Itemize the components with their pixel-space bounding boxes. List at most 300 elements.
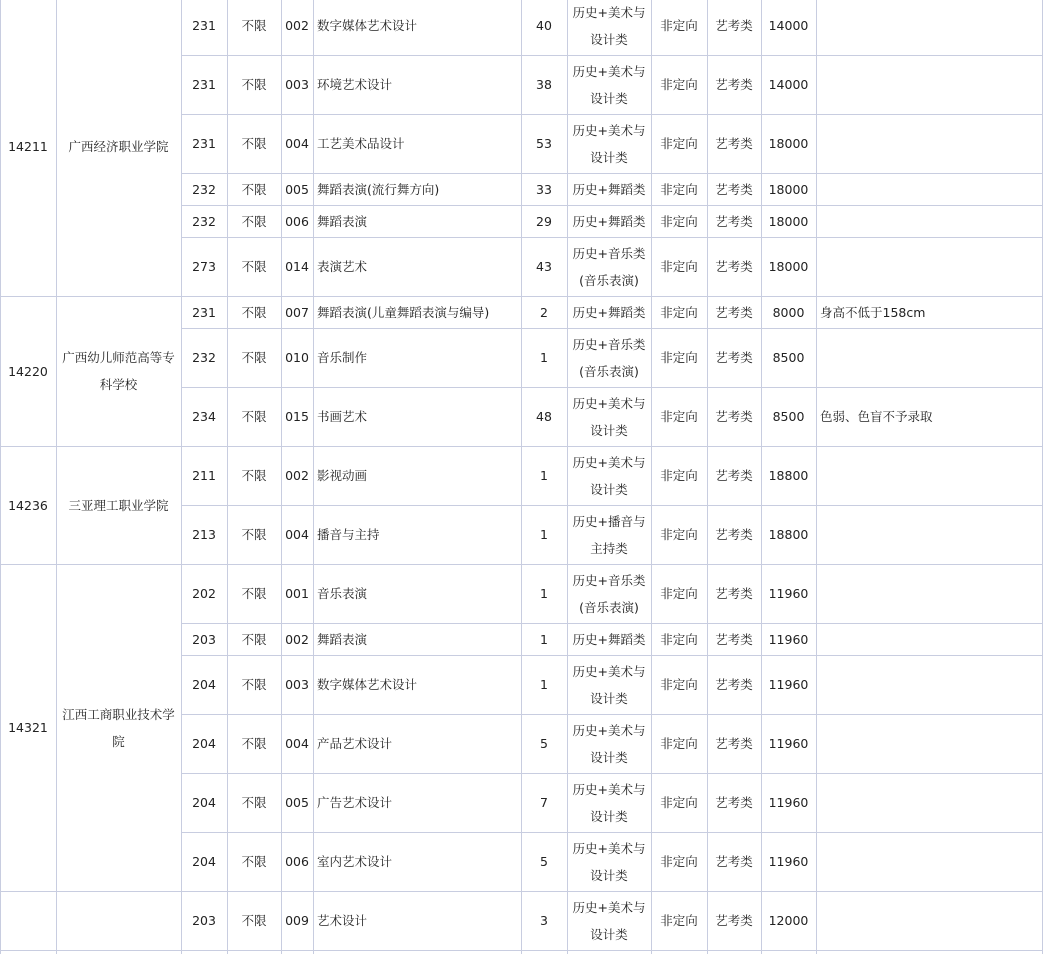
category-text: 艺考类 <box>715 795 753 810</box>
plan-count-text: 1 <box>540 677 548 692</box>
subject-cell <box>567 55 651 114</box>
tuition-text: 14000 <box>768 18 809 33</box>
row-divider <box>181 387 1043 388</box>
limit-cell <box>227 55 281 114</box>
major-code-cell <box>281 564 313 623</box>
enroll-code-text: 203 <box>192 913 216 928</box>
orientation-text: 非定向 <box>660 854 698 869</box>
major-name-cell <box>313 655 521 714</box>
major-name-text: 艺术设计 <box>317 913 368 928</box>
subject-cell <box>567 655 651 714</box>
major-name-cell <box>313 205 521 237</box>
major-name-cell <box>313 446 521 505</box>
subject-cell <box>567 446 651 505</box>
note-cell <box>816 173 1043 205</box>
school-code-text: 14236 <box>8 497 48 513</box>
subject-cell <box>567 505 651 564</box>
category-cell <box>707 55 761 114</box>
major-code-text: 002 <box>285 18 309 33</box>
subject-cell <box>567 387 651 446</box>
limit-text: 不限 <box>241 77 267 92</box>
category-text: 艺考类 <box>715 77 753 92</box>
subject-text: 历史+音乐类(音乐表演) <box>572 572 646 615</box>
plan-count-cell <box>521 773 567 832</box>
subject-text: 历史+美术与设计类 <box>572 454 646 497</box>
tuition-text: 18000 <box>768 136 809 151</box>
major-code-cell <box>281 55 313 114</box>
school-code-text: 14220 <box>8 363 48 379</box>
row-divider <box>181 505 1043 506</box>
plan-count-text: 1 <box>540 350 548 365</box>
row-divider <box>181 714 1043 715</box>
limit-cell <box>227 387 281 446</box>
major-name-cell <box>313 714 521 773</box>
column-divider <box>761 0 762 954</box>
category-cell <box>707 714 761 773</box>
enroll-code-cell <box>181 773 227 832</box>
school-name-text: 广西经济职业学院 <box>68 138 169 154</box>
note-cell <box>816 55 1043 114</box>
subject-text: 历史+美术与设计类 <box>572 722 646 765</box>
category-cell <box>707 564 761 623</box>
category-text: 艺考类 <box>715 409 753 424</box>
major-code-text: 009 <box>285 913 309 928</box>
school-name-cell <box>56 564 181 891</box>
row-divider <box>181 114 1043 115</box>
major-name-text: 舞蹈表演(流行舞方向) <box>317 181 440 197</box>
enroll-code-cell <box>181 655 227 714</box>
major-code-cell <box>281 655 313 714</box>
major-code-cell <box>281 114 313 173</box>
subject-cell <box>567 564 651 623</box>
orientation-cell <box>651 891 707 950</box>
major-code-text: 010 <box>285 350 309 365</box>
major-code-cell <box>281 832 313 891</box>
school-name-text: 广西幼儿师范高等专科学校 <box>62 350 175 392</box>
subject-text: 历史+舞蹈类 <box>572 213 646 229</box>
orientation-cell <box>651 505 707 564</box>
major-code-text: 001 <box>285 586 309 601</box>
major-code-text: 015 <box>285 409 309 424</box>
major-code-text: 002 <box>285 631 309 647</box>
orientation-cell <box>651 237 707 296</box>
subject-text: 历史+美术与设计类 <box>572 899 646 942</box>
column-divider <box>651 0 652 954</box>
limit-text: 不限 <box>241 677 267 692</box>
major-name-cell <box>313 623 521 655</box>
orientation-text: 非定向 <box>660 350 698 365</box>
major-code-text: 002 <box>285 468 309 483</box>
plan-count-cell <box>521 296 567 328</box>
category-cell <box>707 205 761 237</box>
row-divider <box>181 623 1043 624</box>
tuition-text: 8000 <box>772 304 805 320</box>
subject-text: 历史+美术与设计类 <box>572 840 646 883</box>
major-code-cell <box>281 328 313 387</box>
enroll-code-text: 231 <box>192 18 216 33</box>
major-name-text: 书画艺术 <box>317 409 368 424</box>
tuition-cell <box>761 387 816 446</box>
major-code-cell <box>281 446 313 505</box>
major-name-cell <box>313 564 521 623</box>
plan-count-text: 29 <box>536 213 552 229</box>
major-code-cell <box>281 387 313 446</box>
category-text: 艺考类 <box>715 18 753 33</box>
tuition-text: 8500 <box>772 409 805 424</box>
orientation-cell <box>651 773 707 832</box>
enroll-code-cell <box>181 564 227 623</box>
limit-text: 不限 <box>241 409 267 424</box>
tuition-cell <box>761 655 816 714</box>
enroll-code-cell <box>181 505 227 564</box>
major-code-text: 004 <box>285 136 309 151</box>
limit-text: 不限 <box>241 795 267 810</box>
row-divider <box>181 328 1043 329</box>
plan-count-text: 38 <box>536 77 552 92</box>
limit-cell <box>227 237 281 296</box>
limit-text: 不限 <box>241 527 267 542</box>
plan-count-cell <box>521 0 567 55</box>
enroll-code-text: 231 <box>192 304 216 320</box>
tuition-cell <box>761 564 816 623</box>
major-name-cell <box>313 773 521 832</box>
tuition-text: 11960 <box>768 631 809 647</box>
plan-count-cell <box>521 623 567 655</box>
subject-cell <box>567 891 651 950</box>
category-text: 艺考类 <box>715 136 753 151</box>
category-cell <box>707 832 761 891</box>
orientation-cell <box>651 564 707 623</box>
major-code-text: 003 <box>285 677 309 692</box>
enroll-code-text: 234 <box>192 409 216 424</box>
school-name-text: 江西工商职业技术学院 <box>62 706 175 749</box>
row-divider <box>181 205 1043 206</box>
column-divider <box>567 0 568 954</box>
note-text: 色弱、色盲不予录取 <box>820 409 933 424</box>
enroll-code-text: 213 <box>192 527 216 542</box>
plan-count-text: 1 <box>540 468 548 483</box>
enroll-code-text: 204 <box>192 854 216 869</box>
plan-count-text: 5 <box>540 854 548 869</box>
enroll-code-text: 232 <box>192 181 216 197</box>
limit-cell <box>227 564 281 623</box>
column-divider <box>521 0 522 954</box>
tuition-cell <box>761 237 816 296</box>
orientation-text: 非定向 <box>660 631 698 647</box>
row-divider <box>181 655 1043 656</box>
subject-cell <box>567 328 651 387</box>
tuition-text: 14000 <box>768 77 809 92</box>
enroll-code-cell <box>181 237 227 296</box>
plan-count-cell <box>521 237 567 296</box>
enroll-code-cell <box>181 328 227 387</box>
major-code-text: 003 <box>285 77 309 92</box>
category-text: 艺考类 <box>715 677 753 692</box>
major-name-cell <box>313 55 521 114</box>
limit-cell <box>227 655 281 714</box>
category-text: 艺考类 <box>715 350 753 365</box>
note-cell <box>816 655 1043 714</box>
orientation-cell <box>651 655 707 714</box>
tuition-cell <box>761 714 816 773</box>
major-name-cell <box>313 387 521 446</box>
category-cell <box>707 114 761 173</box>
enroll-code-text: 231 <box>192 136 216 151</box>
tuition-cell <box>761 623 816 655</box>
school-code-cell <box>0 296 56 446</box>
school-code-cell <box>0 0 56 296</box>
major-name-text: 舞蹈表演 <box>317 213 368 229</box>
tuition-cell <box>761 296 816 328</box>
major-code-text: 004 <box>285 527 309 542</box>
category-text: 艺考类 <box>715 527 753 542</box>
enroll-code-cell <box>181 296 227 328</box>
major-code-cell <box>281 237 313 296</box>
major-name-cell <box>313 505 521 564</box>
note-cell <box>816 891 1043 950</box>
subject-cell <box>567 205 651 237</box>
note-cell <box>816 328 1043 387</box>
category-text: 艺考类 <box>715 259 753 274</box>
category-cell <box>707 328 761 387</box>
major-name-text: 工艺美术品设计 <box>317 136 405 151</box>
enroll-code-text: 232 <box>192 213 216 229</box>
enroll-code-text: 273 <box>192 259 216 274</box>
major-name-text: 室内艺术设计 <box>317 854 393 869</box>
major-code-cell <box>281 296 313 328</box>
orientation-text: 非定向 <box>660 586 698 601</box>
plan-count-text: 33 <box>536 181 552 197</box>
school-code-cell <box>0 564 56 891</box>
subject-text: 历史+美术与设计类 <box>572 122 646 165</box>
tuition-text: 11960 <box>768 586 809 601</box>
major-code-text: 014 <box>285 259 309 274</box>
subject-cell <box>567 773 651 832</box>
limit-cell <box>227 714 281 773</box>
enroll-code-text: 203 <box>192 631 216 647</box>
tuition-text: 18000 <box>768 213 809 229</box>
major-code-text: 005 <box>285 795 309 810</box>
school-name-cell <box>56 891 181 950</box>
limit-cell <box>227 505 281 564</box>
plan-count-text: 1 <box>540 586 548 601</box>
row-divider <box>181 832 1043 833</box>
subject-text: 历史+播音与主持类 <box>572 513 646 556</box>
row-divider <box>181 773 1043 774</box>
column-divider <box>56 0 57 954</box>
tuition-cell <box>761 832 816 891</box>
note-cell <box>816 237 1043 296</box>
subject-text: 历史+美术与设计类 <box>572 4 646 47</box>
school-code-text: 14321 <box>8 720 48 735</box>
school-name-cell <box>56 446 181 564</box>
limit-cell <box>227 891 281 950</box>
limit-cell <box>227 173 281 205</box>
plan-count-cell <box>521 114 567 173</box>
subject-cell <box>567 114 651 173</box>
note-cell <box>816 832 1043 891</box>
plan-count-cell <box>521 564 567 623</box>
enroll-code-cell <box>181 714 227 773</box>
note-cell <box>816 623 1043 655</box>
limit-cell <box>227 446 281 505</box>
orientation-text: 非定向 <box>660 259 698 274</box>
orientation-text: 非定向 <box>660 213 698 229</box>
major-name-cell <box>313 832 521 891</box>
major-name-text: 环境艺术设计 <box>317 77 393 92</box>
plan-count-text: 43 <box>536 259 552 274</box>
major-name-text: 舞蹈表演(儿童舞蹈表演与编导) <box>317 304 490 320</box>
column-divider <box>816 0 817 954</box>
major-code-cell <box>281 623 313 655</box>
subject-cell <box>567 714 651 773</box>
category-text: 艺考类 <box>715 181 753 197</box>
plan-count-cell <box>521 55 567 114</box>
major-name-text: 音乐表演 <box>317 586 368 601</box>
row-divider <box>181 173 1043 174</box>
major-name-text: 影视动画 <box>317 468 368 483</box>
orientation-text: 非定向 <box>660 736 698 751</box>
school-name-cell <box>56 0 181 296</box>
subject-text: 历史+美术与设计类 <box>572 663 646 706</box>
enroll-code-text: 231 <box>192 77 216 92</box>
subject-text: 历史+音乐类(音乐表演) <box>572 336 646 379</box>
school-name-cell <box>56 296 181 446</box>
tuition-text: 11960 <box>768 795 809 810</box>
category-cell <box>707 623 761 655</box>
category-cell <box>707 237 761 296</box>
orientation-cell <box>651 205 707 237</box>
tuition-cell <box>761 173 816 205</box>
orientation-text: 非定向 <box>660 409 698 424</box>
tuition-text: 11960 <box>768 736 809 751</box>
limit-cell <box>227 328 281 387</box>
major-name-text: 产品艺术设计 <box>317 736 393 751</box>
major-code-text: 006 <box>285 213 309 229</box>
column-divider <box>707 0 708 954</box>
school-code-cell <box>0 446 56 564</box>
category-cell <box>707 0 761 55</box>
plan-count-cell <box>521 714 567 773</box>
major-name-text: 数字媒体艺术设计 <box>317 18 418 33</box>
subject-cell <box>567 237 651 296</box>
major-name-text: 音乐制作 <box>317 350 368 365</box>
major-name-cell <box>313 173 521 205</box>
tuition-cell <box>761 505 816 564</box>
note-cell <box>816 205 1043 237</box>
plan-count-text: 2 <box>540 304 548 320</box>
limit-text: 不限 <box>241 213 267 229</box>
subject-cell <box>567 173 651 205</box>
enroll-code-text: 202 <box>192 586 216 601</box>
limit-text: 不限 <box>241 304 267 320</box>
column-divider <box>313 0 314 954</box>
column-divider <box>0 0 1 954</box>
note-cell <box>816 114 1043 173</box>
tuition-cell <box>761 328 816 387</box>
major-code-cell <box>281 891 313 950</box>
orientation-text: 非定向 <box>660 181 698 197</box>
category-cell <box>707 773 761 832</box>
major-code-cell <box>281 0 313 55</box>
orientation-cell <box>651 714 707 773</box>
limit-cell <box>227 205 281 237</box>
major-code-text: 004 <box>285 736 309 751</box>
major-name-cell <box>313 891 521 950</box>
major-name-text: 播音与主持 <box>317 527 380 542</box>
tuition-cell <box>761 773 816 832</box>
major-name-cell <box>313 328 521 387</box>
subject-text: 历史+舞蹈类 <box>572 304 646 320</box>
plan-count-cell <box>521 328 567 387</box>
limit-text: 不限 <box>241 631 267 647</box>
major-name-text: 舞蹈表演 <box>317 631 368 647</box>
plan-count-text: 53 <box>536 136 552 151</box>
tuition-text: 11960 <box>768 677 809 692</box>
plan-count-text: 48 <box>536 409 552 424</box>
tuition-text: 18800 <box>768 527 809 542</box>
tuition-text: 11960 <box>768 854 809 869</box>
enroll-code-text: 232 <box>192 350 216 365</box>
tuition-cell <box>761 891 816 950</box>
orientation-text: 非定向 <box>660 77 698 92</box>
subject-text: 历史+美术与设计类 <box>572 63 646 106</box>
enroll-code-cell <box>181 387 227 446</box>
orientation-cell <box>651 387 707 446</box>
limit-text: 不限 <box>241 181 267 197</box>
note-cell <box>816 0 1043 55</box>
plan-count-cell <box>521 832 567 891</box>
subject-cell <box>567 623 651 655</box>
orientation-text: 非定向 <box>660 677 698 692</box>
plan-count-text: 3 <box>540 913 548 928</box>
orientation-text: 非定向 <box>660 468 698 483</box>
plan-count-text: 1 <box>540 631 548 647</box>
major-name-cell <box>313 114 521 173</box>
major-code-cell <box>281 173 313 205</box>
column-divider <box>181 0 182 954</box>
category-cell <box>707 296 761 328</box>
enroll-code-cell <box>181 623 227 655</box>
tuition-cell <box>761 114 816 173</box>
subject-cell <box>567 296 651 328</box>
subject-cell <box>567 0 651 55</box>
tuition-cell <box>761 446 816 505</box>
enroll-code-text: 211 <box>192 468 216 483</box>
plan-count-cell <box>521 446 567 505</box>
major-name-text: 广告艺术设计 <box>317 795 393 810</box>
enroll-code-cell <box>181 55 227 114</box>
major-code-text: 006 <box>285 854 309 869</box>
orientation-text: 非定向 <box>660 18 698 33</box>
orientation-cell <box>651 446 707 505</box>
school-code-text: 14211 <box>8 138 48 154</box>
orientation-text: 非定向 <box>660 527 698 542</box>
column-divider <box>227 0 228 954</box>
limit-cell <box>227 773 281 832</box>
category-text: 艺考类 <box>715 736 753 751</box>
tuition-cell <box>761 55 816 114</box>
tuition-cell <box>761 0 816 55</box>
orientation-cell <box>651 114 707 173</box>
major-name-cell <box>313 0 521 55</box>
category-cell <box>707 387 761 446</box>
major-code-cell <box>281 714 313 773</box>
subject-text: 历史+舞蹈类 <box>572 631 646 647</box>
limit-text: 不限 <box>241 586 267 601</box>
plan-count-text: 40 <box>536 18 552 33</box>
note-text: 身高不低于158cm <box>820 304 926 320</box>
